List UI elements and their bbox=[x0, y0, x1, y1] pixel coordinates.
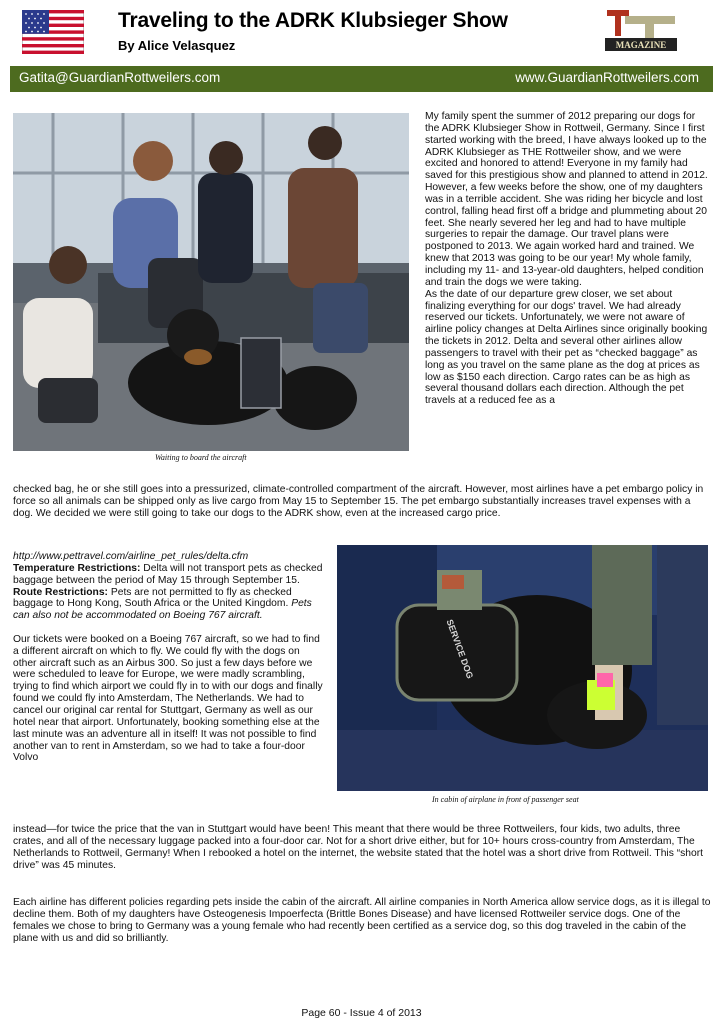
website-link[interactable]: www.GuardianRottweilers.com bbox=[515, 70, 699, 85]
airport-gate-image bbox=[13, 113, 409, 451]
paragraph-service-dogs: Each airline has different policies regarding pets inside the cabin of the aircraft. All airline companies in North America allow service dogs, as it is illegal to decline them. Both of my daughters have Osteogenesis Impoerfecta (Brittle Bones Disease) and have licensed Rottweiler service dogs. One of the females we chose to bring to Germany was a young female who had recently been certified as a service dog, so this dog traveled in the cabin of the plane with us and did so brilliantly. bbox=[13, 897, 711, 944]
article-byline: By Alice Velasquez bbox=[118, 38, 236, 53]
temperature-label: Temperature Restrictions: bbox=[13, 562, 141, 574]
contact-bar bbox=[10, 66, 713, 92]
paragraph-booking: Our tickets were booked on a Boeing 767 aircraft, so we had to find a different aircraft on which to fly. We could fly with the dogs on other aircraft such as an Airbus 300. So just a few days before we were scheduled to leave for Europe, we were madly scrambling, trying to find which airport we could fly in to with our dogs and finally found we could fly into Amsterdam, The Netherlands. We had to cancel our original car rental for Stuttgart, Germany as well as our hotel near that airport. Unfortunately, booking something else at the last minute was an adventure all in itself! It was not possible to find another van to rent in Amsterdam, so we had to take a four-door Volvo bbox=[13, 633, 323, 764]
route-italic-note: Pets can also not be accommodated on Boeing 767 aircraft. bbox=[13, 598, 312, 622]
article-full-width-3 bbox=[13, 897, 713, 944]
article-right-column bbox=[425, 111, 711, 407]
article-left-column bbox=[13, 551, 325, 764]
paragraph-intro: My family spent the summer of 2012 preparing our dogs for the ADRK Klubsieger Show in Rottweil, Germany. Since I first started working with the breed, I have always looked up to the ADRK Klubsieger as THE Rottweiler show, and we were excited and honored to attend! Everyone in my family had saved for this prestigious show and planned to attend in 2012. However, a few weeks before the show, one of my daughters was in a terrible accident. She was riding her bicycle and lost control, falling head first off a bridge and plummeting about 20 feet. She nearly severed her leg and had to have multiple surgeries to repair the damage. Our travel plans were postponed to 2013. We again worked hard and trained. We knew that 2013 was going to be our year! My whole family, including my 11- and 13-year-old daughters, helped condition and train the dogs we were taking. bbox=[425, 111, 708, 288]
paragraph-travel-continued: checked bag, he or she still goes into a pressurized, climate-controlled compartment of the aircraft. However, most airlines have a pet embargo policy in force so all animals can be shipped only as live cargo from May 15 to September 15. The pet embargo substantially increases travel expenses with a dog. We decided we were still going to take our dogs to the ADRK show, even at the increased cargo price. bbox=[13, 484, 704, 519]
route-restrictions bbox=[13, 587, 325, 623]
tt-magazine-logo-icon bbox=[603, 8, 679, 54]
logo-text: MAGAZINE bbox=[615, 40, 667, 50]
service-dog-vest-text: SERVICE DOG bbox=[444, 617, 476, 680]
paragraph-booking-continued: instead—for twice the price that the van in Stuttgart would have been! This meant that there would be three Rottweilers, four kids, two adults, three crates, and all of the necessary luggage packed into a four-door car. Not for a short drive either, but for 10+ hours cross-country from Amsterdam, The Netherlands to Rottweil, Germany! When I rebooked a hotel on the internet, the website stated that the hotel was a short drive from Rottweil. This “short drive” was 45 minutes. bbox=[13, 824, 704, 871]
contact-email-link[interactable]: Gatita@GuardianRottweilers.com bbox=[19, 70, 221, 85]
photo2-caption: In cabin of airplane in front of passenger seat bbox=[432, 795, 579, 804]
us-flag-icon bbox=[22, 10, 84, 54]
route-text: Pets are not permitted to fly as checked baggage to Hong Kong, South Africa or the United Kingdom. bbox=[13, 586, 292, 610]
article-full-width-2 bbox=[13, 824, 713, 871]
route-label: Route Restrictions: bbox=[13, 586, 108, 598]
airplane-cabin-image bbox=[337, 545, 708, 791]
temperature-text: Delta will not transport pets as checked baggage between the period of May 15 through September 15. bbox=[13, 562, 323, 586]
photo-airport-gate bbox=[13, 113, 409, 451]
page-header bbox=[0, 0, 723, 66]
article-full-width-1 bbox=[13, 484, 713, 520]
article-title: Traveling to the ADRK Klubsieger Show bbox=[118, 9, 508, 32]
page-footer: Page 60 - Issue 4 of 2013 bbox=[301, 1007, 422, 1019]
photo-airplane-cabin bbox=[337, 545, 708, 791]
paragraph-travel-start: As the date of our departure grew closer, we set about finalizing everything for our dogs' travel. We had already reserved our tickets. Unfortunately, we were not aware of airline policy changes at Delta Airlines since originally booking the tickets in 2012. Delta and several other airlines allow passengers to travel with their pet as “checked baggage” as long as you travel on the same plane as the dog at prices as low as $150 each direction. Cargo rates can be as high as several thousand dollars each direction. Although the pet travels at a reduced fee as a bbox=[425, 288, 708, 407]
temperature-restrictions bbox=[13, 563, 325, 587]
photo1-caption: Waiting to board the aircraft bbox=[155, 453, 247, 462]
delta-policy-url[interactable]: http://www.pettravel.com/airline_pet_rules/delta.cfm bbox=[13, 551, 249, 562]
